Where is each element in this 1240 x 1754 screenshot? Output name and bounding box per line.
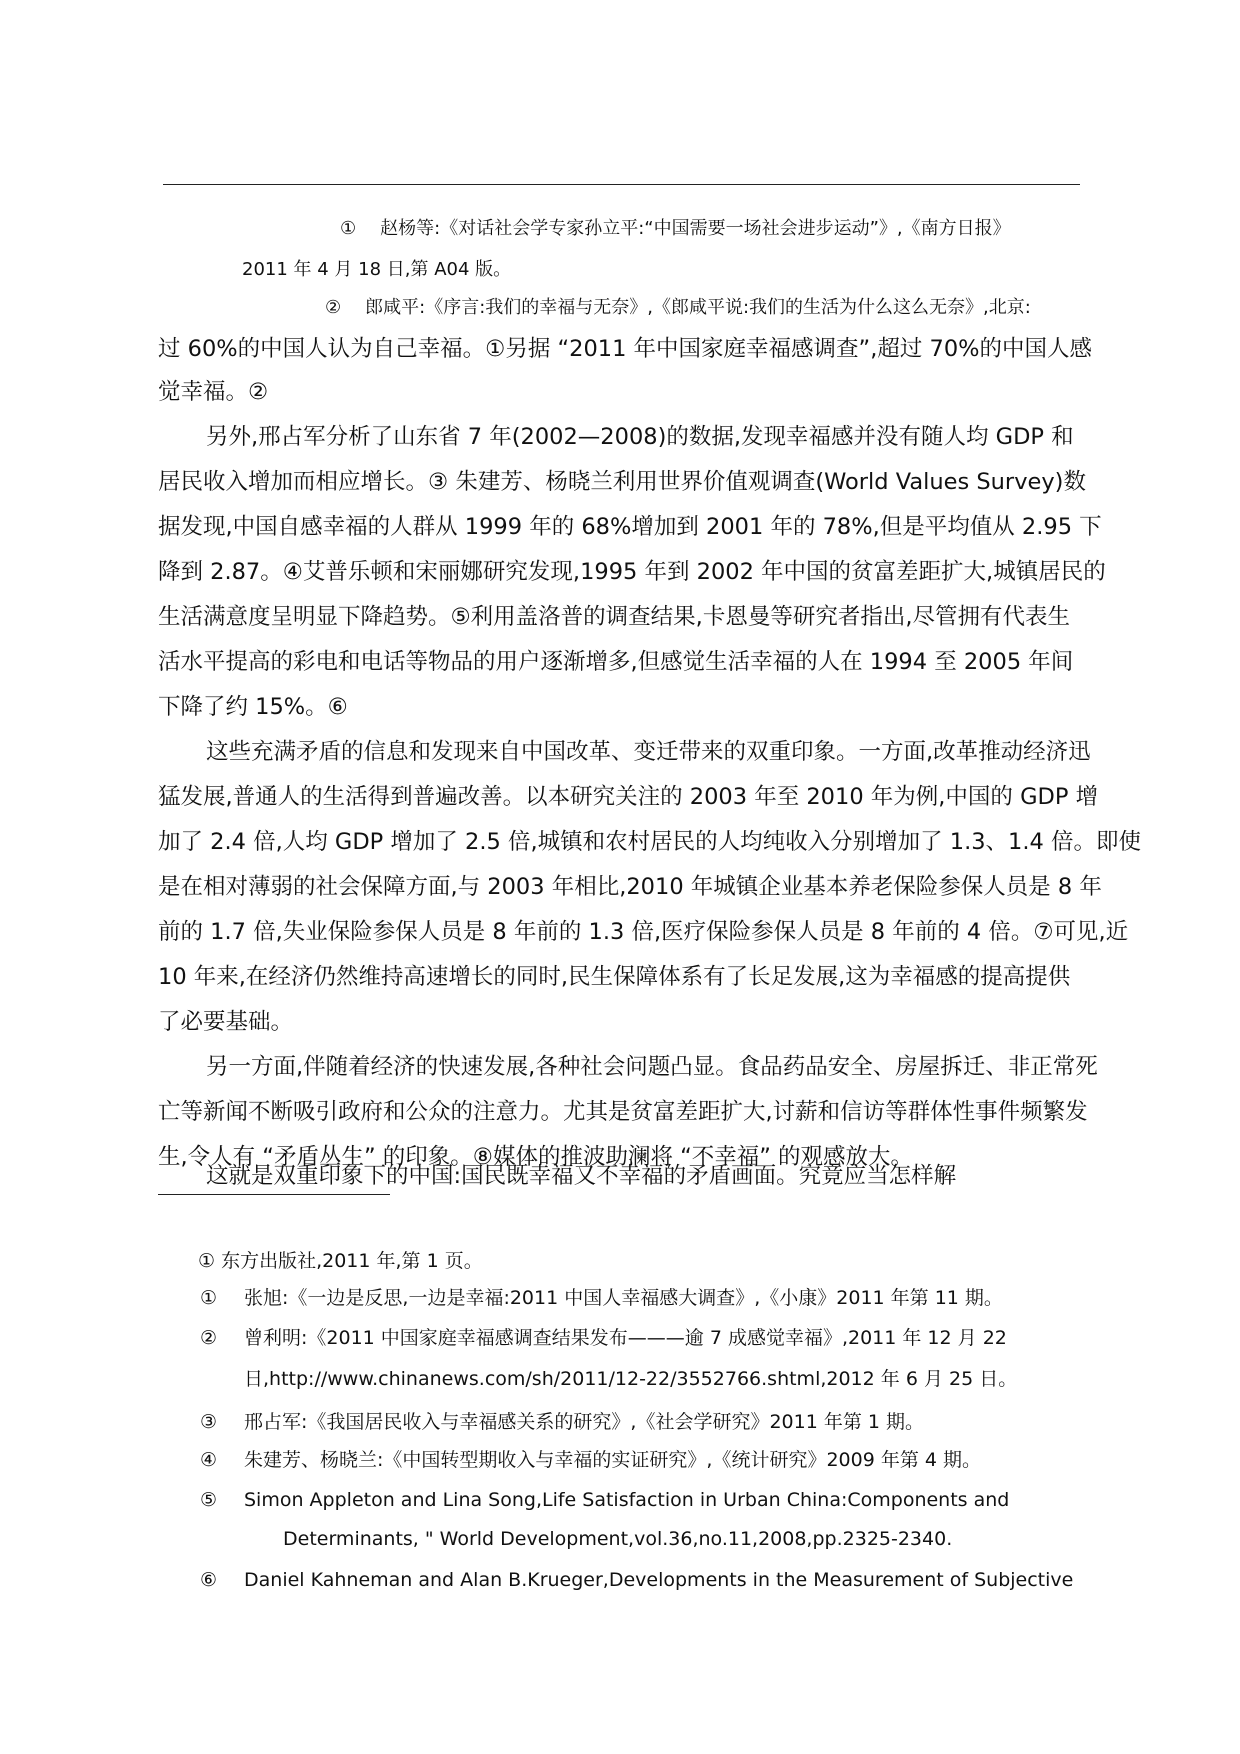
- footnote-5-number: ⑤: [200, 1489, 218, 1511]
- body-line-3: 另外,邢占军分析了山东省 7 年(2002—2008)的数据,发现幸福感并没有随人均 GDP 和: [206, 424, 1074, 450]
- footnote-5-line-2: Determinants, " World Development,vol.36,no.11,2008,pp.2325-2340.: [283, 1528, 953, 1550]
- body-line-19: 生,令人有 “矛盾丛生” 的印象。⑧媒体的推波助澜将 “不幸福” 的观感放大。: [158, 1144, 914, 1170]
- footnote-6-text: Daniel Kahneman and Alan B.Krueger,Developments in the Measurement of Subjective: [244, 1569, 1074, 1591]
- body-line-15: 10 年来,在经济仍然维持高速增长的同时,民生保障体系有了长足发展,这为幸福感的提高提供: [158, 964, 1071, 990]
- footnote-separator-top: [163, 184, 1080, 185]
- footnote-1-text: 张旭:《一边是反思,一边是幸福:2011 中国人幸福感大调查》,《小康》2011 年第 11 期。: [244, 1287, 1003, 1309]
- footnote-continuation: ① 东方出版社,2011 年,第 1 页。: [198, 1250, 483, 1272]
- body-line-9: 下降了约 15%。⑥: [158, 694, 348, 720]
- body-line-7: 生活满意度呈明显下降趋势。⑤利用盖洛普的调查结果,卡恩曼等研究者指出,尽管拥有代表生: [158, 604, 1070, 630]
- top-footnote-1-line-1: [340, 218, 1011, 240]
- footnote-5-text-line-1: Simon Appleton and Lina Song,Life Satisfaction in Urban China:Components and: [244, 1489, 1010, 1511]
- top-footnote-2-text: 郎咸平:《序言:我们的幸福与无奈》,《郎咸平说:我们的生活为什么这么无奈》,北京:: [365, 297, 1031, 318]
- body-line-17: 另一方面,伴随着经济的快速发展,各种社会问题凸显。食品药品安全、房屋拆迁、非正常死: [206, 1054, 1098, 1080]
- body-line-18: 亡等新闻不断吸引政府和公众的注意力。尤其是贫富差距扩大,讨薪和信访等群体性事件频繁发: [158, 1099, 1088, 1125]
- footnote-1-number: ①: [200, 1287, 218, 1309]
- body-line-14: 前的 1.7 倍,失业保险参保人员是 8 年前的 1.3 倍,医疗保险参保人员是 8 年前的 4 倍。⑦可见,近: [158, 919, 1129, 945]
- body-line-20: 这就是双重印象下的中国:国民既幸福又不幸福的矛盾画面。究竟应当怎样解: [206, 1163, 957, 1189]
- top-footnote-2-mark: ②: [325, 297, 342, 318]
- footnote-2-text-line-1: 曾利明:《2011 中国家庭幸福感调查结果发布———逾 7 成感觉幸福》,2011 年 12 月 22: [244, 1327, 1007, 1349]
- body-line-8: 活水平提高的彩电和电话等物品的用户逐渐增多,但感觉生活幸福的人在 1994 至 2005 年间: [158, 649, 1074, 675]
- body-line-4: 居民收入增加而相应增长。③ 朱建芳、杨晓兰利用世界价值观调查(World Values Survey)数: [158, 469, 1086, 495]
- body-line-6: 降到 2.87。④艾普乐顿和宋丽娜研究发现,1995 年到 2002 年中国的贫富差距扩大,城镇居民的: [158, 559, 1106, 585]
- body-line-12: 加了 2.4 倍,人均 GDP 增加了 2.5 倍,城镇和农村居民的人均纯收入分别增加了 1.3、1.4 倍。即使: [158, 829, 1141, 855]
- footnote-4-text: 朱建芳、杨晓兰:《中国转型期收入与幸福的实证研究》,《统计研究》2009 年第 4 期。: [244, 1449, 982, 1471]
- footnote-3-number: ③: [200, 1411, 218, 1433]
- footnote-6-number: ⑥: [200, 1569, 218, 1591]
- body-line-5: 据发现,中国自感幸福的人群从 1999 年的 68%增加到 2001 年的 78%,但是平均值从 2.95 下: [158, 514, 1102, 540]
- top-footnote-1-mark: ①: [340, 218, 357, 239]
- footnote-2-number: ②: [200, 1327, 218, 1349]
- footnote-2-line-2: 日,http://www.chinanews.com/sh/2011/12-22/3552766.shtml,2012 年 6 月 25 日。: [244, 1368, 1018, 1390]
- body-line-13: 是在相对薄弱的社会保障方面,与 2003 年相比,2010 年城镇企业基本养老保险参保人员是 8 年: [158, 874, 1102, 900]
- footnote-4-number: ④: [200, 1449, 218, 1471]
- footnote-3-text: 邢占军:《我国居民收入与幸福感关系的研究》,《社会学研究》2011 年第 1 期。: [244, 1411, 925, 1433]
- body-line-11: 猛发展,普通人的生活得到普遍改善。以本研究关注的 2003 年至 2010 年为例,中国的 GDP 增: [158, 784, 1099, 810]
- top-footnote-2-line-1: [325, 297, 1031, 319]
- top-footnote-1-text: 赵杨等:《对话社会学专家孙立平:“中国需要一场社会进步运动”》,《南方日报》: [380, 218, 1011, 239]
- top-footnote-1-line-2: 2011 年 4 月 18 日,第 A04 版。: [242, 259, 512, 280]
- body-line-10: 这些充满矛盾的信息和发现来自中国改革、变迁带来的双重印象。一方面,改革推动经济迅: [206, 739, 1091, 765]
- body-line-2: 觉幸福。②: [158, 379, 269, 405]
- footnote-separator: [158, 1194, 390, 1195]
- body-line-16: 了必要基础。: [158, 1009, 294, 1035]
- body-line-1: 过 60%的中国人认为自己幸福。①另据 “2011 年中国家庭幸福感调查”,超过 70%的中国人感: [158, 336, 1093, 362]
